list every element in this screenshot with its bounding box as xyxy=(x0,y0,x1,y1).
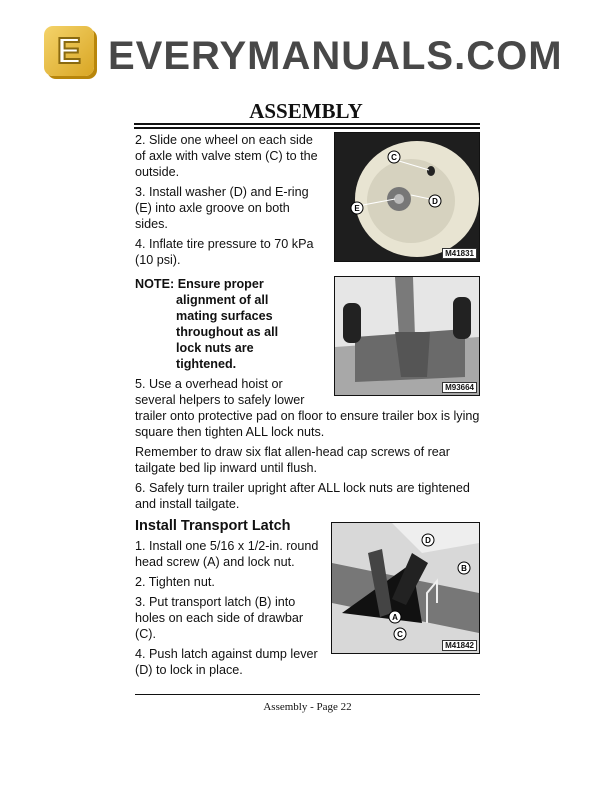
section-heading: Install Transport Latch xyxy=(135,518,291,534)
callout-a: A xyxy=(392,613,398,622)
note-line: Ensure proper xyxy=(177,277,264,291)
figure-id: M93664 xyxy=(442,382,477,393)
step-6-text: 6. Safely turn trailer upright after ALL lock nuts are tightened and install tailgate. xyxy=(135,481,470,511)
step-5-text: 5. Use a overhead hoist or several helpers to safely lower trailer onto protective pad on floor to ensure trailer box is lying square then tighten ALL lock nuts. xyxy=(135,377,480,439)
callout-d: D xyxy=(425,536,431,545)
note-line: alignment of all xyxy=(176,293,269,307)
latch-image xyxy=(332,523,479,653)
step-2-text: 2. Slide one wheel on each side of axle with valve stem (C) to the outside. xyxy=(135,133,318,179)
watermark-logo: E xyxy=(44,26,94,76)
step-4-text: 4. Inflate tire pressure to 70 kPa (10 psi). xyxy=(135,237,314,267)
trailer-figure xyxy=(334,276,480,396)
latch-step-3: 3. Put transport latch (B) into holes on each side of drawbar (C). xyxy=(135,595,304,641)
note-line: lock nuts are xyxy=(176,341,254,355)
note-line: tightened. xyxy=(176,357,237,371)
remember-text: Remember to draw six flat allen-head cap screws of rear tailgate bed lip inward until flush. xyxy=(135,445,450,475)
page-title: ASSEMBLY xyxy=(249,99,363,123)
note-line: throughout as all xyxy=(176,325,279,339)
footer-rule xyxy=(135,694,480,695)
figure-id: M41831 xyxy=(442,248,477,259)
callout-c: C xyxy=(391,153,397,162)
note-line: mating surfaces xyxy=(176,309,273,323)
page-footer: Assembly - Page 22 xyxy=(263,701,352,713)
watermark-text: EVERYMANUALS.COM xyxy=(108,34,563,78)
note-label: NOTE: xyxy=(135,277,175,291)
latch-step-1: 1. Install one 5/16 x 1/2-in. round head screw (A) and lock nut. xyxy=(135,539,319,569)
title-rule-bottom xyxy=(134,127,480,129)
step-3-text: 3. Install washer (D) and E-ring (E) into axle groove on both sides. xyxy=(135,185,309,231)
title-rule-top xyxy=(134,123,480,125)
wheel-image xyxy=(335,133,479,261)
latch-step-2: 2. Tighten nut. xyxy=(135,575,215,589)
latch-figure xyxy=(331,522,480,654)
latch-step-4: 4. Push latch against dump lever (D) to lock in place. xyxy=(135,647,318,677)
callout-c: C xyxy=(397,630,403,639)
figure-id: M41842 xyxy=(442,640,477,651)
trailer-image xyxy=(335,277,479,395)
wheel-figure xyxy=(334,132,480,262)
callout-b: B xyxy=(461,564,467,573)
callout-e: E xyxy=(354,204,360,213)
page-body xyxy=(135,132,480,713)
callout-d: D xyxy=(432,197,438,206)
